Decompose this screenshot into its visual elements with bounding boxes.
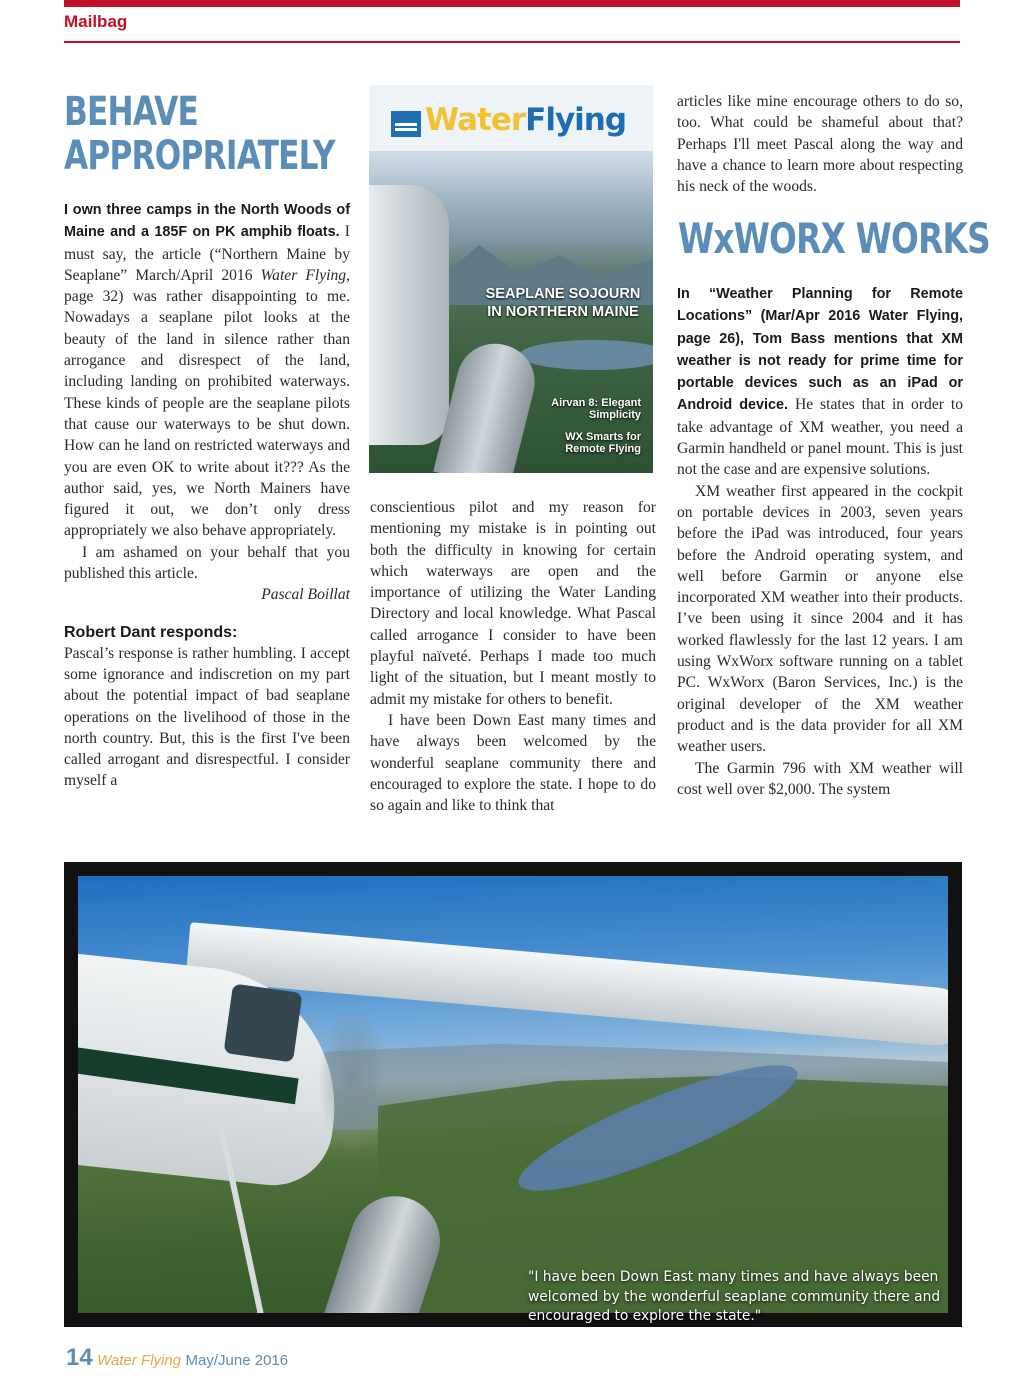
photo-caption: "I have been Down East many times and have always been welcomed by the wonderful seaplane community there and encouraged to explore the state."	[528, 1269, 941, 1325]
headline-line-1: BEHAVE	[64, 89, 199, 135]
cover-plane-wing	[369, 185, 449, 445]
column-1	[64, 199, 350, 792]
wx-lead: In “Weather Planning for Remote Locations” (Mar/Apr 2016 Water Flying, page 26), Tom Bass mentions that XM weather is not ready for prime time for portable devices such as an iPad or Android device.	[677, 286, 963, 414]
wx-paragraph-3: The Garmin 796 with XM weather will cost well over $2,000. The system	[677, 759, 963, 798]
cover-headline: SEAPLANE SOJOURN IN NORTHERN MAINE	[485, 286, 641, 320]
headline-line-2: APPROPRIATELY	[64, 133, 335, 179]
response-paragraph-2-continued: articles like mine encourage others to do so, too. What could be shameful about that? Perhaps I'll meet Pascal along the way and have a chance to learn more about respecting his neck of the woods.	[677, 93, 963, 196]
article-headline-wxworx: WxWORX WORKS	[678, 214, 990, 263]
letter-lead: I own three camps in the North Woods of Maine and a 185F on PK amphib floats.	[64, 202, 350, 241]
cover-title	[425, 102, 627, 138]
magazine-cover-image	[369, 85, 653, 473]
seaplane-photo	[64, 862, 962, 1327]
photo-propeller	[318, 1004, 388, 1154]
wx-text-1: He states that in order to take advantage of XM weather, you need a Garmin handheld or panel mount. This is just not the case and are expensive solutions.	[677, 396, 964, 479]
top-color-bar	[64, 0, 960, 7]
cover-subhead-airvan: Airvan 8: Elegant Simplicity	[551, 397, 641, 421]
letter-paragraph-1	[64, 199, 350, 542]
cover-lake	[519, 340, 653, 370]
wx-paragraph-2: XM weather first appeared in the cockpit on portable devices in 2003, seven years before the iPad was introduced, four years before the Android operating system, and well before Garmin or anyone else incorporated XM weather into their products. I’ve been using it since 2004 and it has worked flawlessly for the last 12 years. I am using WxWorx software running on a tablet PC. WxWorx (Baron Services, Inc.) is the original developer of the XM weather product and is the data provider for all XM weather users.	[677, 482, 963, 756]
footer-magazine: Water Flying	[97, 1352, 182, 1369]
water-logo-icon	[391, 111, 421, 137]
column-3-top	[677, 91, 963, 197]
photo-plane-window	[223, 983, 302, 1062]
letter-paragraph-2: I am ashamed on your behalf that you published this article.	[64, 543, 350, 583]
footer-issue: May/June 2016	[185, 1352, 289, 1369]
letter-text-a: I must say, the article (“Northern Maine by Seaplane” March/April 2016	[64, 223, 350, 284]
seaplane-photo-scene	[78, 876, 948, 1313]
response-paragraph-1: Pascal’s response is rather humbling. I accept some ignorance and indiscretion on my part about the potential impact of bad seaplane operations on the livelihood of those in the north country. But, this is the first I've been called arrogant and disrespectful. I consider myself a	[64, 644, 350, 790]
section-label: Mailbag	[64, 12, 128, 31]
section-rule	[64, 41, 960, 43]
column-3-bottom	[677, 283, 963, 800]
page-footer	[66, 1344, 288, 1372]
letter-text-b: , page 32) was rather disappointing to me. Nowadays a seaplane pilot looks at the beauty of the land in silence rather than arrogance and disrespect of the land, including landing on prohibited waterways. These kinds of people are the seaplane pilots that cause our waterways to be shut down. How can he land on restricted waterways and you are even OK to write about it??? As the author said, yes, we North Mainers have figured it out, we don’t only dress appropriately we also behave appropriately.	[64, 266, 350, 540]
cover-subhead-wx: WX Smarts for Remote Flying	[565, 431, 641, 455]
cover-title-water: Water	[425, 102, 526, 138]
wx-paragraph-1	[677, 283, 963, 481]
page-number: 14	[66, 1344, 93, 1371]
response-paragraph-2: I have been Down East many times and have always been welcomed by the wonderful seaplane community there and encouraged to explore the state. I hope to do so again and like to think that	[370, 711, 656, 815]
cover-title-flying: Flying	[525, 102, 627, 138]
column-2	[370, 497, 656, 816]
magazine-reference: Water Flying	[260, 266, 347, 284]
response-heading: Robert Dant responds:	[64, 623, 238, 641]
article-headline-behave	[64, 89, 335, 179]
letter-signature: Pascal Boillat	[261, 586, 350, 604]
response-paragraph-1-continued: conscientious pilot and my reason for mentioning my mistake is in pointing out both the difficulty in knowing for certain which waterways are open and the importance of utilizing the Water Landing Directory and local knowledge. What Pascal called arrogance I consider to have been playful naïveté. Perhaps I made too much light of the situation, but I meant mostly to admit my mistake for others to benefit.	[370, 499, 656, 708]
